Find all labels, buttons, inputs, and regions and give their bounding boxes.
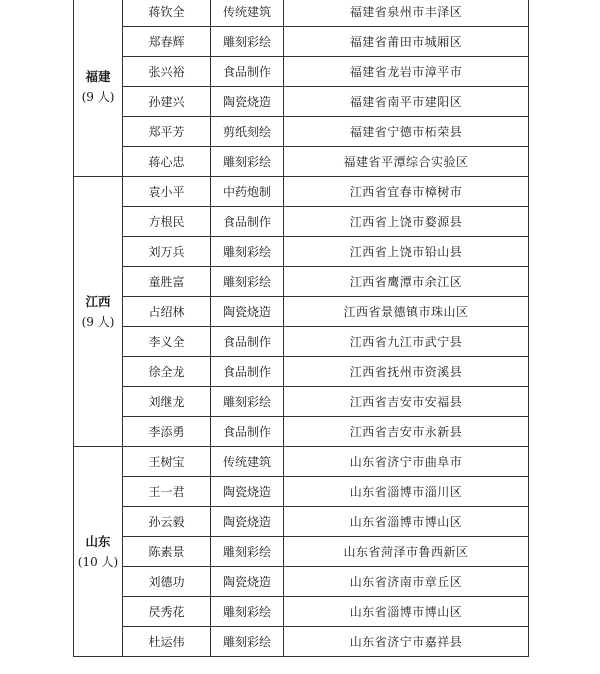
person-name: 孙建兴 xyxy=(123,87,211,117)
region: 山东省济宁市嘉祥县 xyxy=(284,627,529,657)
craft-category: 雕刻彩绘 xyxy=(211,147,284,177)
person-name: 郑平芳 xyxy=(123,117,211,147)
province-count: (9 人) xyxy=(81,314,115,329)
person-name: 张兴裕 xyxy=(123,57,211,87)
province-name: 山东 xyxy=(85,533,111,549)
craft-category: 陶瓷烧造 xyxy=(211,477,284,507)
person-name: 李添勇 xyxy=(123,417,211,447)
person-name: 昃秀花 xyxy=(123,597,211,627)
craft-category: 雕刻彩绘 xyxy=(211,27,284,57)
region: 福建省平潭综合实验区 xyxy=(284,147,529,177)
table-row xyxy=(74,177,529,207)
person-name: 刘万兵 xyxy=(123,237,211,267)
person-name: 孙云毅 xyxy=(123,507,211,537)
table-row xyxy=(74,327,529,357)
person-name: 蒋心忠 xyxy=(123,147,211,177)
province-cell xyxy=(74,0,123,177)
table-row xyxy=(74,567,529,597)
craft-category: 陶瓷烧造 xyxy=(211,87,284,117)
craft-category: 陶瓷烧造 xyxy=(211,567,284,597)
table-row xyxy=(74,27,529,57)
region: 山东省济南市章丘区 xyxy=(284,567,529,597)
craft-category: 剪纸刻绘 xyxy=(211,117,284,147)
craft-category: 雕刻彩绘 xyxy=(211,627,284,657)
table-row xyxy=(74,387,529,417)
region: 福建省龙岩市漳平市 xyxy=(284,57,529,87)
person-name: 刘继龙 xyxy=(123,387,211,417)
table-row xyxy=(74,537,529,567)
person-name: 占绍林 xyxy=(123,297,211,327)
region: 山东省济宁市曲阜市 xyxy=(284,447,529,477)
region: 山东省淄博市博山区 xyxy=(284,507,529,537)
craft-category: 中药炮制 xyxy=(211,177,284,207)
person-name: 王树宝 xyxy=(123,447,211,477)
craft-category: 食品制作 xyxy=(211,357,284,387)
table-row xyxy=(74,297,529,327)
person-name: 王一君 xyxy=(123,477,211,507)
craft-category: 陶瓷烧造 xyxy=(211,297,284,327)
table-row xyxy=(74,597,529,627)
table-row xyxy=(74,57,529,87)
craft-category: 食品制作 xyxy=(211,327,284,357)
province-count: (9 人) xyxy=(81,89,115,104)
person-name: 刘德功 xyxy=(123,567,211,597)
region: 江西省吉安市安福县 xyxy=(284,387,529,417)
region: 福建省莆田市城厢区 xyxy=(284,27,529,57)
person-name: 徐全龙 xyxy=(123,357,211,387)
craft-category: 食品制作 xyxy=(211,417,284,447)
region: 福建省宁德市柘荣县 xyxy=(284,117,529,147)
person-name: 蒋钦全 xyxy=(123,0,211,27)
region: 江西省鹰潭市余江区 xyxy=(284,267,529,297)
person-name: 郑春辉 xyxy=(123,27,211,57)
person-name: 李义全 xyxy=(123,327,211,357)
region: 山东省淄博市博山区 xyxy=(284,597,529,627)
table-row xyxy=(74,117,529,147)
region: 江西省吉安市永新县 xyxy=(284,417,529,447)
table-row xyxy=(74,207,529,237)
craft-category: 雕刻彩绘 xyxy=(211,387,284,417)
craft-category: 雕刻彩绘 xyxy=(211,537,284,567)
province-cell xyxy=(74,447,123,657)
province-count: (10 人) xyxy=(77,554,119,569)
person-name: 袁小平 xyxy=(123,177,211,207)
person-name: 杜运伟 xyxy=(123,627,211,657)
table-row xyxy=(74,417,529,447)
table-row xyxy=(74,237,529,267)
region: 江西省抚州市资溪县 xyxy=(284,357,529,387)
region: 福建省泉州市丰泽区 xyxy=(284,0,529,27)
craft-category: 食品制作 xyxy=(211,207,284,237)
craft-category: 传统建筑 xyxy=(211,0,284,27)
craft-category: 陶瓷烧造 xyxy=(211,507,284,537)
region: 江西省景德镇市珠山区 xyxy=(284,297,529,327)
table-row xyxy=(74,357,529,387)
person-name: 童胜富 xyxy=(123,267,211,297)
region: 山东省菏泽市鲁西新区 xyxy=(284,537,529,567)
table-row xyxy=(74,87,529,117)
region: 江西省上饶市铅山县 xyxy=(284,237,529,267)
region: 山东省淄博市淄川区 xyxy=(284,477,529,507)
table-row xyxy=(74,147,529,177)
table-row xyxy=(74,0,529,27)
craftsmen-table-body xyxy=(74,0,529,657)
region: 江西省九江市武宁县 xyxy=(284,327,529,357)
table-row xyxy=(74,447,529,477)
craft-category: 雕刻彩绘 xyxy=(211,237,284,267)
region: 福建省南平市建阳区 xyxy=(284,87,529,117)
craftsmen-table xyxy=(73,0,529,657)
craft-category: 雕刻彩绘 xyxy=(211,597,284,627)
province-cell xyxy=(74,177,123,447)
table-row xyxy=(74,627,529,657)
province-name: 江西 xyxy=(85,293,111,309)
province-name: 福建 xyxy=(85,68,111,84)
craft-category: 传统建筑 xyxy=(211,447,284,477)
region: 江西省上饶市婺源县 xyxy=(284,207,529,237)
region: 江西省宜春市樟树市 xyxy=(284,177,529,207)
craft-category: 雕刻彩绘 xyxy=(211,267,284,297)
table-row xyxy=(74,267,529,297)
table-row xyxy=(74,477,529,507)
craft-category: 食品制作 xyxy=(211,57,284,87)
person-name: 陈素景 xyxy=(123,537,211,567)
table-row xyxy=(74,507,529,537)
person-name: 方根民 xyxy=(123,207,211,237)
